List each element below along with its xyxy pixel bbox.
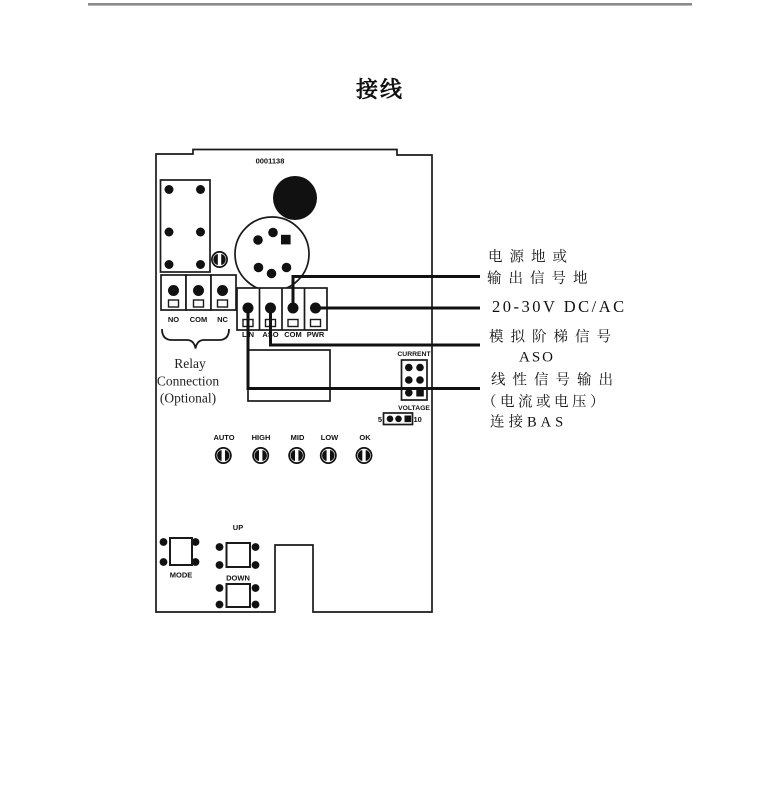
relay-caption — [157, 356, 219, 406]
terminal-label-lin: LIN — [241, 330, 255, 339]
relay-pin — [165, 185, 174, 194]
relay-brace — [162, 329, 229, 349]
terminal-label-com: COM — [189, 315, 208, 324]
range-jumper — [378, 413, 422, 425]
page-title: 接线 — [355, 77, 405, 102]
mode-button — [160, 538, 200, 580]
circuit-board — [156, 150, 432, 613]
terminal-label-aso: ASO — [262, 330, 279, 339]
relay-caption-line: Relay — [174, 356, 206, 371]
relay-pin — [196, 260, 205, 269]
relay-caption-line: Connection — [156, 373, 220, 389]
annotation-linear-line3: 连接BAS — [490, 414, 568, 431]
jumper-pin — [405, 364, 413, 372]
up-button — [216, 523, 260, 569]
status-led — [216, 448, 231, 463]
up-button-label: UP — [232, 523, 244, 532]
range-max-label: 10 — [413, 415, 422, 424]
output-terminal-block — [237, 288, 327, 339]
terminal-hole — [217, 285, 228, 296]
jumper-square-pin — [405, 416, 412, 423]
status-led — [356, 448, 371, 463]
annotation-linear-line2: （电流或电压） — [482, 394, 608, 411]
component-box — [248, 350, 330, 401]
terminal-label-nc: NC — [217, 315, 228, 324]
jumper-pin — [395, 416, 402, 423]
annotation-aso-line1: 模拟阶梯信号 — [489, 329, 618, 346]
led-label-low: LOW — [320, 433, 339, 442]
jumper-pin — [416, 376, 424, 384]
led-label-high: HIGH — [251, 433, 271, 442]
annotation-aso-line2: ASO — [519, 349, 556, 366]
din-connector — [235, 217, 309, 291]
down-button — [216, 574, 260, 609]
terminal-hole — [193, 285, 204, 296]
connector-pin — [254, 263, 264, 273]
terminal-hole — [168, 285, 179, 296]
jumper-pin — [387, 416, 394, 423]
relay-caption-line: (Optional) — [159, 390, 217, 406]
jumper-pin — [405, 376, 413, 384]
page-top-rule — [88, 3, 692, 6]
jumper-square-pin — [416, 389, 424, 397]
relay-pin — [165, 228, 174, 237]
led-label-auto: AUTO — [213, 433, 235, 442]
relay-pin — [165, 260, 174, 269]
down-button-label: DOWN — [226, 573, 250, 583]
status-led — [321, 448, 336, 463]
status-led — [253, 448, 268, 463]
status-leds — [213, 433, 371, 463]
board-id-label: 0001138 — [255, 156, 285, 166]
annotation-ground-line1: 电源地或 — [488, 249, 574, 266]
range-min-label: 5 — [377, 415, 382, 424]
connector-pin — [253, 235, 263, 245]
relay-pin — [196, 228, 205, 237]
jumper-pin — [416, 364, 424, 372]
jumper-current-label: CURRENT — [397, 351, 431, 358]
round-filled-component — [273, 176, 317, 220]
relay-indicator-led — [212, 252, 227, 267]
relay-block — [161, 180, 211, 272]
jumper-pin — [405, 389, 413, 397]
led-label-ok: OK — [359, 433, 371, 442]
connector-pin — [267, 269, 277, 279]
status-led — [289, 448, 304, 463]
annotation-linear-line1: 线性信号输出 — [491, 372, 620, 389]
relay-terminal-block — [161, 275, 236, 324]
annotation-power: 20-30V DC/AC — [492, 297, 627, 316]
terminal-label-pwr: PWR — [306, 330, 325, 339]
annotations — [482, 248, 627, 431]
mode-button-label: MODE — [169, 570, 193, 580]
terminal-label-no: NO — [167, 315, 180, 324]
terminal-label-com2: COM — [284, 330, 302, 339]
connector-pin — [282, 263, 292, 273]
connector-square-pin — [281, 235, 291, 245]
led-label-mid: MID — [290, 433, 305, 442]
connector-pin — [268, 228, 278, 238]
current-voltage-jumper — [397, 351, 431, 412]
jumper-voltage-label: VOLTAGE — [398, 405, 430, 412]
relay-pin — [196, 185, 205, 194]
annotation-ground-line2: 输出信号地 — [487, 271, 595, 287]
